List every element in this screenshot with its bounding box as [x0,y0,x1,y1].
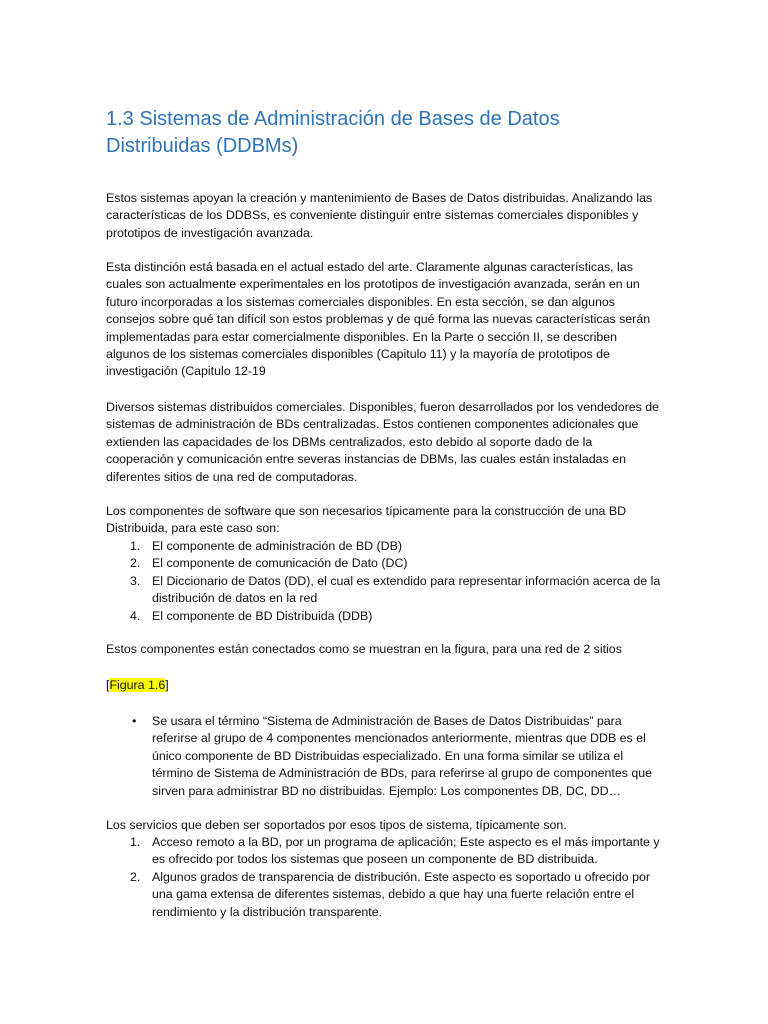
section-heading: 1.3 Sistemas de Administración de Bases de Datos Distribuidas (DDBMs) [106,108,560,157]
list-item [106,869,662,921]
list-item-text: Algunos grados de transparencia de distribución. Este aspecto es soportado u ofrecido por una gama extensa de diferentes sistemas, debido a que hay una fuerte relación entre el rendimiento y la distribución transparente. [152,869,650,919]
list-item-number: 1. [130,539,141,553]
definition-bullet-list [106,713,662,800]
list-item-text: Se usara el término “Sistema de Administración de Bases de Datos Distribuidas” para referirse al grupo de 4 componentes mencionados anteriormente, mientras que DDB es el único componente de BD Distribuidas especializado. En una forma similar se utiliza el término de Sistema de Administración de BDs, para referirse al grupo de componentes que sirven para administrar BD no distribuidas. Ejemplo: Los componentes DB, DC, DD… [152,714,653,798]
list-item-text: El componente de BD Distribuida (DDB) [152,608,373,623]
list-item [106,608,662,625]
figure-bracket-open: [ [106,678,110,692]
list-item-number: 2. [130,869,141,884]
paragraph-components-connected: Estos componentes están conectados como se muestran en la figura, para una red de 2 sitios [106,642,622,656]
paragraph-services: Los servicios que deben ser soportados por esos tipos de sistema, típicamente son. [106,818,567,832]
list-item [106,834,662,869]
list-item-text: El componente de comunicación de Dato (DC) [152,556,408,571]
list-item-text: El componente de administración de BD (DB) [152,539,402,553]
services-list [106,834,662,921]
list-item-text: Acceso remoto a la BD, por un programa de aplicación; Este aspecto es el más importante y es ofrecido por todos los sistemas que poseen un componente de BD distribuida. [152,835,660,867]
components-list [106,538,662,625]
list-item-number: 2. [130,556,141,571]
list-item-number: 4. [130,608,141,623]
bullet-icon: • [132,714,137,728]
figure-reference [106,677,662,694]
paragraph-software-components: Los componentes de software que son necesarios típicamente para la construcción de una BD Distribuida, para este caso son: [106,504,627,536]
paragraph-commercial-systems: Diversos sistemas distribuidos comerciales. Disponibles, fueron desarrollados por los vendedores de sistemas de administración de BDs centralizadas. Estos contienen componentes adicionales que extienden las capacidades de los DBMs centralizados, esto debido al soporte dado de la cooperación y comunicación entre severas instancias de DBMs, las cuales están instaladas en diferentes sitios de una red de computadoras. [106,400,660,484]
paragraph-intro: Estos sistemas apoyan la creación y mantenimiento de Bases de Datos distribuidas. Analizando las características de los DDBSs, es conveniente distinguir entre sistemas comerciales disponibles y prototipos de investigación avanzada. [106,191,653,240]
list-item-number: 1. [130,835,141,849]
list-item [106,713,662,800]
list-item-number: 3. [130,573,141,588]
list-item [106,538,662,555]
figure-bracket-close: ] [165,678,169,692]
figure-link[interactable]: Figura 1.6 [109,678,166,692]
list-item [106,573,662,608]
list-item-text: El Diccionario de Datos (DD), el cual es extendido para representar información acerca de la distribución de datos en la red [152,573,661,606]
paragraph-state-of-art: Esta distinción está basada en el actual estado del arte. Claramente algunas características, las cuales son actualmente experimentales en los prototipos de investigación avanzada, serán en un futuro incorporadas a los sistemas comerciales disponibles. En esta sección, se dan algunos consejos sobre qué tan difícil son estos problemas y de qué forma las nuevas características serán implementadas para estar comercialmente disponibles. En la Parte o sección II, se describen algunos de los sistemas comerciales disponibles (Capitulo 11) y la mayoría de prototipos de investigación (Capitulo 12-19 [106,260,651,379]
list-item [106,555,662,572]
